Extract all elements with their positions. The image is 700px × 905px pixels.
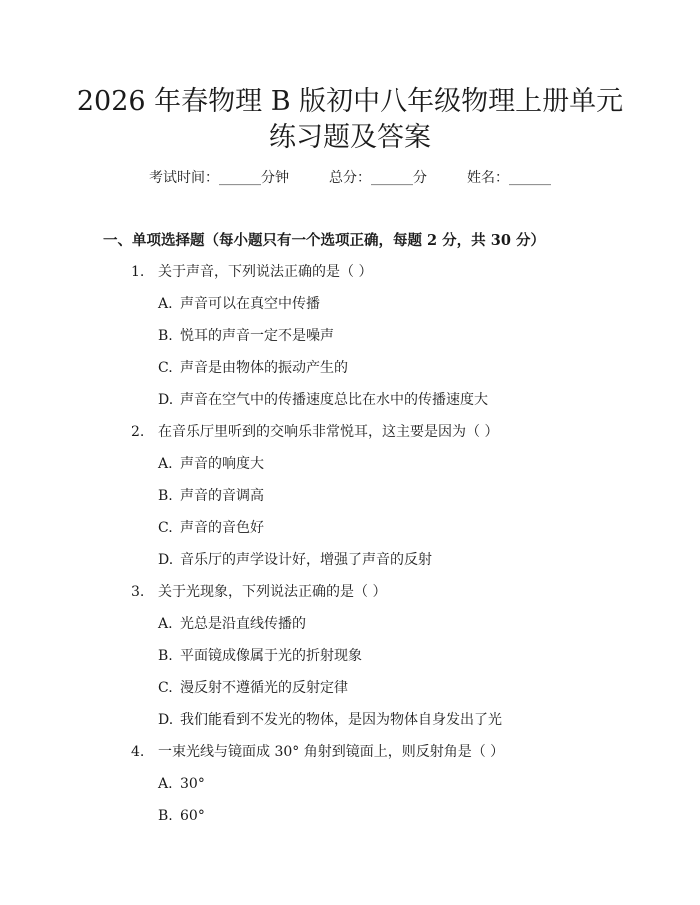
option-letter: D. [158,712,174,728]
exam-info-row [0,167,700,187]
option-text: 漫反射不遵循光的反射定律 [180,680,348,696]
question-text: 关于光现象，下列说法正确的是（ ） [158,584,387,600]
option-text: 声音的响度大 [180,456,264,472]
question-number: 2. [131,424,145,440]
option-letter: A. [158,296,173,312]
option-text: 我们能看到不发光的物体，是因为物体自身发出了光 [180,712,502,728]
question-1-option-b [158,326,334,346]
option-letter: A. [158,776,173,792]
question-2-option-d [158,550,432,570]
option-letter: D. [158,392,174,408]
question-4 [131,742,504,762]
option-letter: C. [158,680,173,696]
total-score-field: 总分：______分 [329,170,427,186]
option-letter: B. [158,488,173,504]
question-3-option-b [158,646,362,666]
option-text: 音乐厅的声学设计好，增强了声音的反射 [180,552,432,568]
question-4-option-a [158,774,205,794]
option-text: 光总是沿直线传播的 [180,616,306,632]
question-text: 关于声音，下列说法正确的是（ ） [158,264,373,280]
option-text: 声音是由物体的振动产生的 [180,360,348,376]
option-text: 声音可以在真空中传播 [180,296,320,312]
question-number: 1. [131,264,145,280]
question-2-option-c [158,518,264,538]
question-number: 4. [131,744,145,760]
question-3-option-d [158,710,502,730]
exam-time-field: 考试时间：______分钟 [149,170,289,186]
option-text: 30° [180,776,205,792]
option-letter: B. [158,808,173,824]
question-2 [131,422,498,442]
option-text: 声音的音调高 [180,488,264,504]
option-letter: C. [158,520,173,536]
option-text: 60° [180,808,205,824]
question-number: 3. [131,584,145,600]
option-letter: B. [158,328,173,344]
option-letter: A. [158,456,173,472]
option-text: 悦耳的声音一定不是噪声 [180,328,334,344]
question-3-option-a [158,614,306,634]
question-1-option-c [158,358,348,378]
option-letter: C. [158,360,173,376]
document-title-line-1: 2026 年春物理 B 版初中八年级物理上册单元 [76,86,624,117]
question-2-option-a [158,454,264,474]
question-text: 一束光线与镜面成 30° 角射到镜面上，则反射角是（ ） [158,744,505,760]
question-1 [131,262,372,282]
option-letter: B. [158,648,173,664]
question-4-option-b [158,806,205,826]
question-1-option-d [158,390,488,410]
question-2-option-b [158,486,264,506]
option-text: 声音在空气中的传播速度总比在水中的传播速度大 [180,392,488,408]
question-text: 在音乐厅里听到的交响乐非常悦耳，这主要是因为（ ） [158,424,499,440]
student-name-field: 姓名：______ [467,170,551,186]
question-1-option-a [158,294,320,314]
document-title-line-2: 练习题及答案 [269,122,431,153]
question-3-option-c [158,678,348,698]
question-3 [131,582,386,602]
option-text: 平面镜成像属于光的折射现象 [180,648,362,664]
option-letter: A. [158,616,173,632]
option-text: 声音的音色好 [180,520,264,536]
section-heading: 一、单项选择题（每小题只有一个选项正确，每题 2 分，共 30 分） [103,232,545,249]
option-letter: D. [158,552,174,568]
